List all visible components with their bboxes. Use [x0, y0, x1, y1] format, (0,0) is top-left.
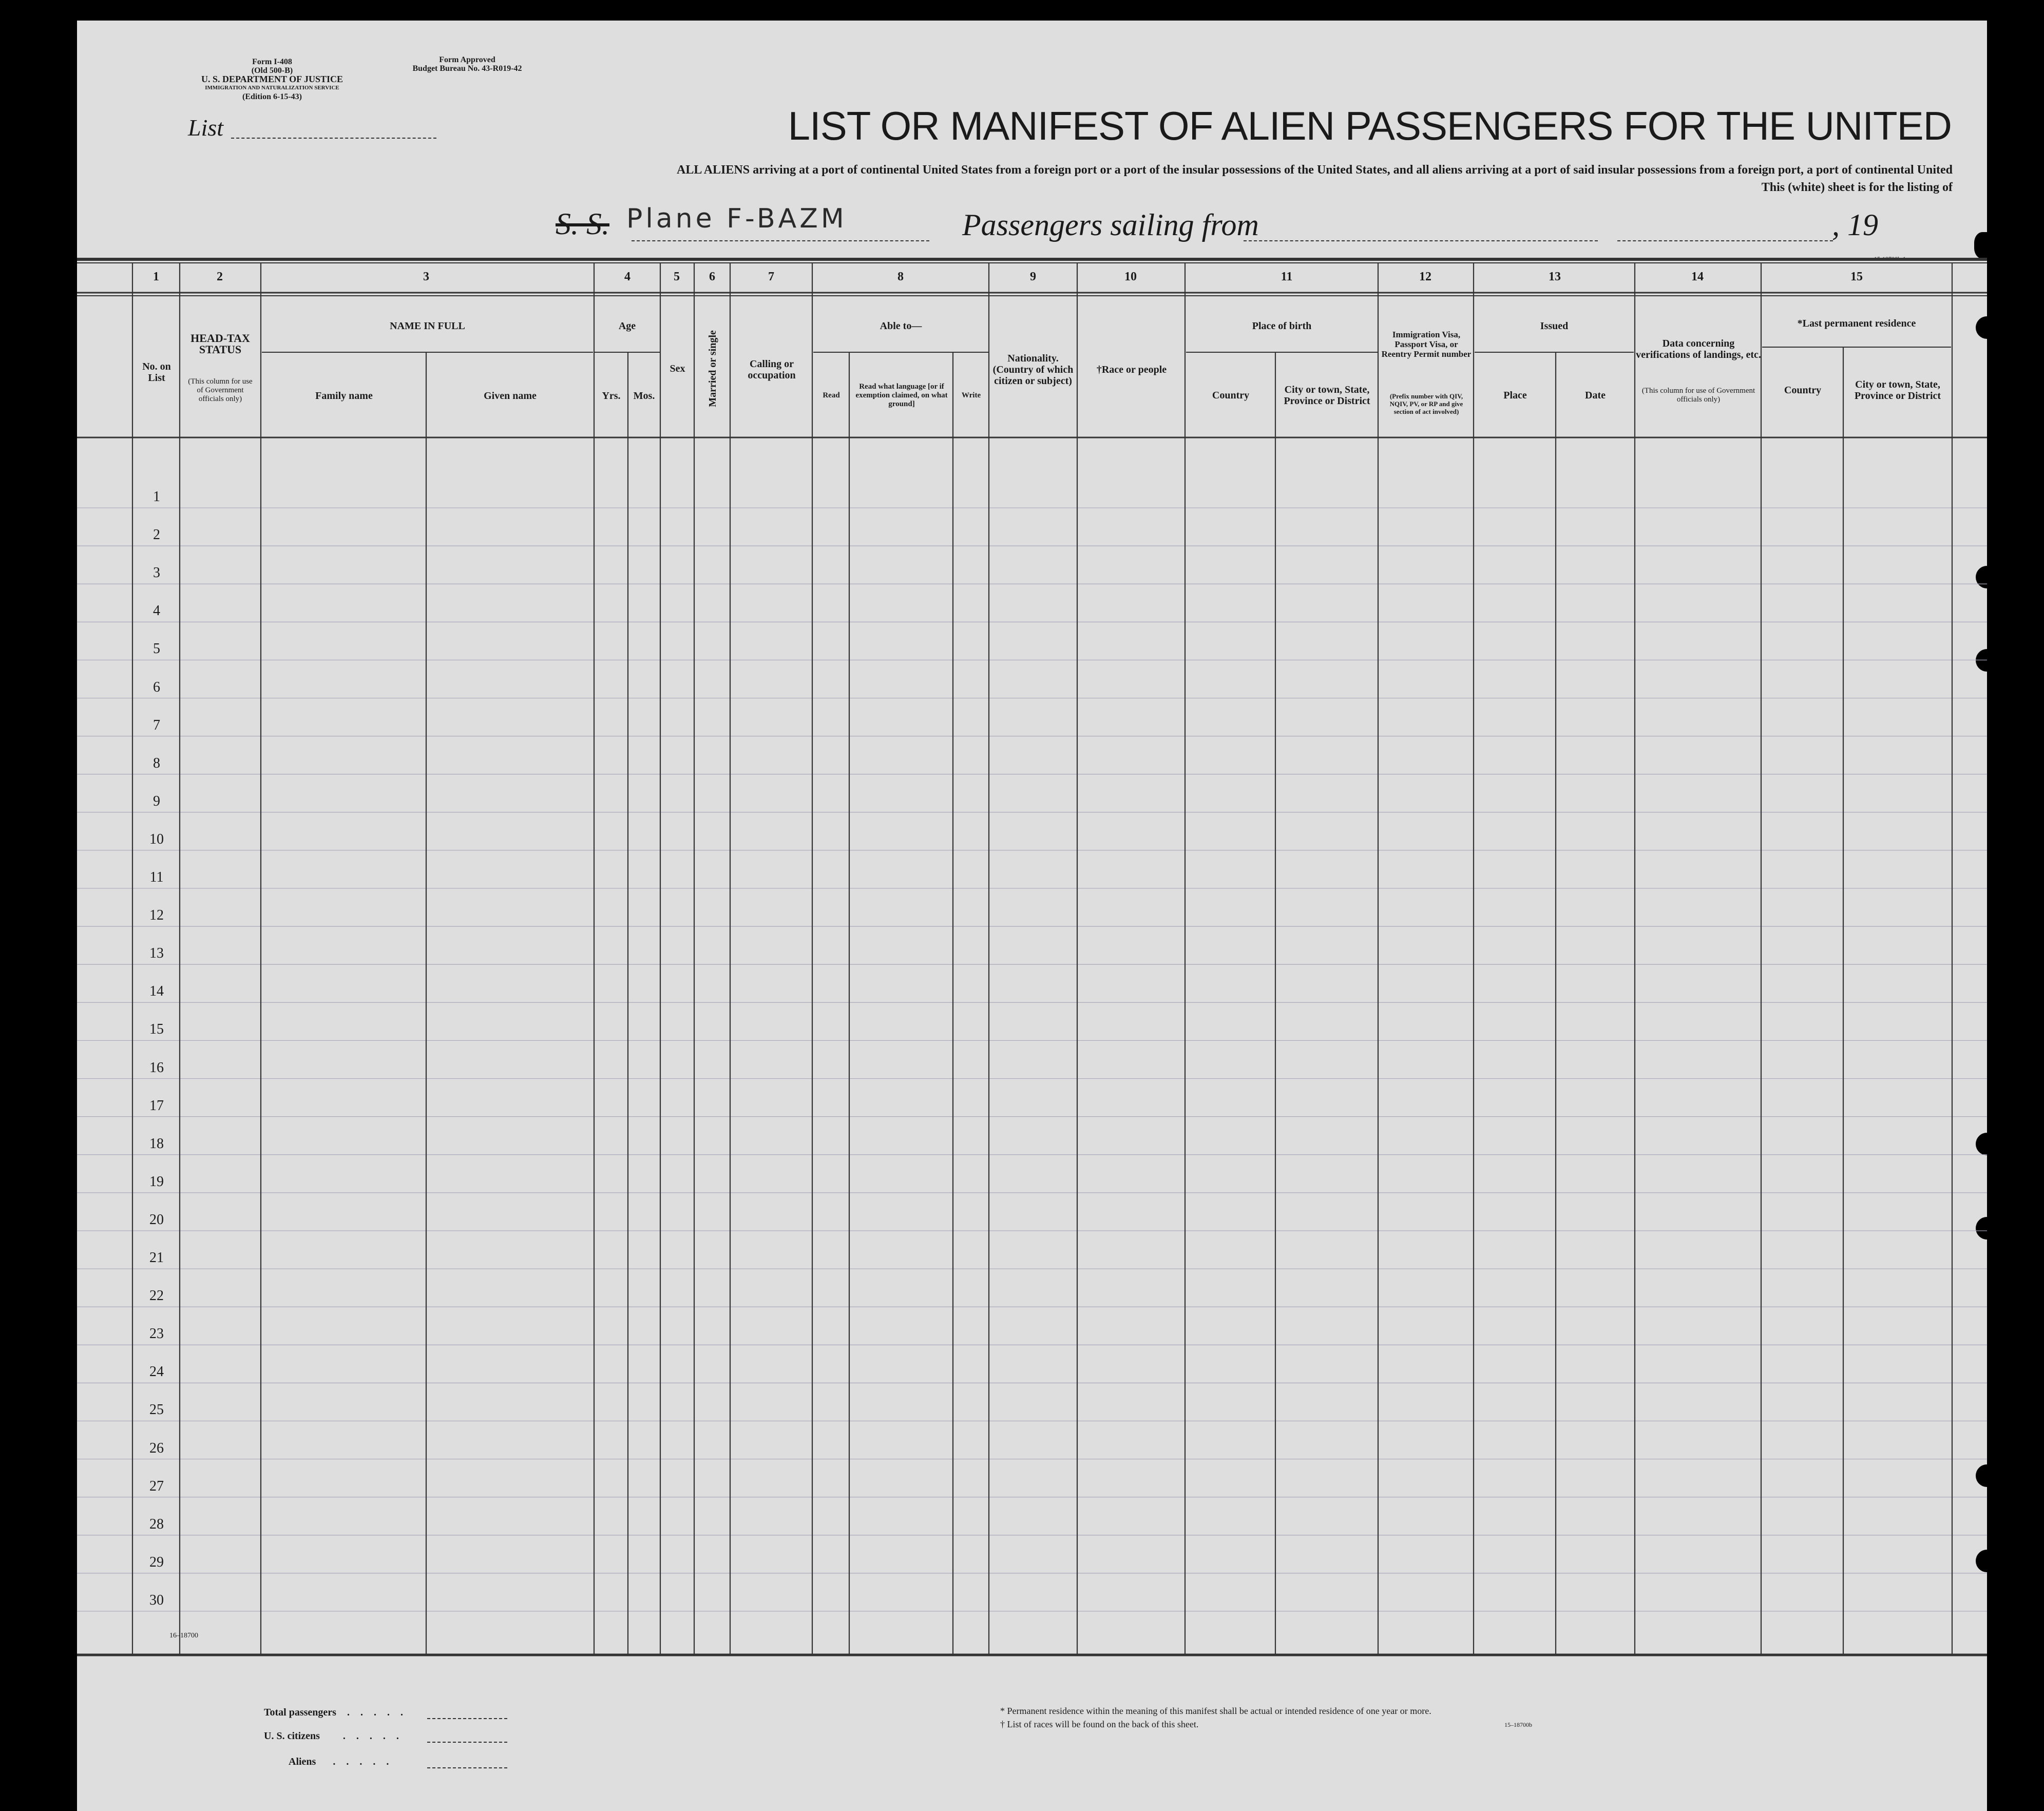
page-subtitle: ALL ALIENS arriving at a port of continental United States from a foreign port or a port of the insular possessions of the United States, and all aliens arriving at a port of said insular possessions from a foreign port, a port of continental United — [677, 163, 1953, 177]
aliens-dots: . . . . . — [333, 1756, 393, 1767]
row-number: 13 — [149, 945, 164, 962]
header-read: Read — [823, 391, 840, 399]
header-issued-place: Place — [1503, 390, 1527, 401]
total-passengers-label: Total passengers — [264, 1707, 336, 1718]
row-number: 29 — [149, 1554, 164, 1570]
old-form-number: (Old 500-B) — [251, 66, 293, 75]
row-number: 7 — [153, 717, 160, 733]
column-number: 3 — [423, 270, 429, 283]
footnote-races: † List of races will be found on the back of this sheet. — [1000, 1719, 1199, 1729]
header-last-residence: *Last permanent residence — [1797, 318, 1916, 329]
column-number: 6 — [709, 270, 715, 283]
header-nationality: Nationality. (Country of which citizen or subject) — [992, 353, 1074, 387]
header-name-in-full: NAME IN FULL — [390, 320, 465, 332]
header-res-country: Country — [1784, 385, 1822, 396]
header-no-on-list: No. on List — [142, 361, 171, 384]
column-number: 7 — [768, 270, 774, 283]
header-family-name: Family name — [315, 390, 373, 402]
row-number: 8 — [153, 755, 160, 771]
header-married — [695, 308, 730, 429]
row-number: 21 — [149, 1250, 164, 1266]
total-passengers-line — [427, 1718, 507, 1719]
header-issued-date: Date — [1585, 390, 1606, 401]
row-number: 26 — [149, 1440, 164, 1456]
row-number: 18 — [149, 1135, 164, 1152]
row-number: 16 — [149, 1059, 164, 1076]
header-issued: Issued — [1540, 320, 1569, 332]
row-number: 15 — [149, 1021, 164, 1038]
header-head-tax-note: (This column for use of Government officials only) — [188, 377, 253, 403]
us-citizens-line — [427, 1742, 507, 1743]
row-number: 25 — [149, 1402, 164, 1418]
footer-us-citizens — [264, 1730, 403, 1742]
approval-line-2: Budget Bureau No. 43-R019-42 — [412, 64, 522, 73]
row-number: 3 — [153, 565, 160, 581]
header-read-language: Read what language [or if exemption claimed, on what ground] — [855, 382, 948, 408]
header-place-of-birth: Place of birth — [1252, 320, 1312, 332]
vessel-prefix: S. S. — [556, 207, 609, 241]
column-number: 5 — [674, 270, 680, 283]
row-number: 27 — [149, 1478, 164, 1494]
column-number: 1 — [153, 270, 159, 283]
header-able-to: Able to— — [880, 320, 922, 332]
bottom-code: 16–18700 — [169, 1632, 198, 1640]
header-age: Age — [618, 320, 636, 332]
row-number: 11 — [149, 869, 164, 885]
row-number: 6 — [153, 679, 160, 695]
row-number: 23 — [149, 1326, 164, 1342]
column-number: 11 — [1281, 270, 1293, 283]
year-prefix: , 19 — [1832, 208, 1878, 242]
row-number: 30 — [149, 1592, 164, 1608]
header-married-text: Married or single — [707, 330, 719, 407]
footnote-residence: * Permanent residence within the meaning of this manifest shall be actual or intended residence of one year or more. — [1000, 1706, 1431, 1716]
footer-total-passengers — [264, 1707, 407, 1719]
column-number: 13 — [1549, 270, 1561, 283]
row-number: 22 — [149, 1288, 164, 1304]
header-write: Write — [961, 391, 981, 399]
column-number: 4 — [624, 270, 631, 283]
header-sex: Sex — [670, 363, 685, 374]
page-subtitle-2: This (white) sheet is for the listing of — [1761, 181, 1953, 194]
row-number: 12 — [149, 907, 164, 924]
header-given-name: Given name — [484, 390, 537, 402]
header-data-note: (This column for use of Government officials only) — [1641, 387, 1755, 404]
row-number: 17 — [149, 1097, 164, 1114]
service: IMMIGRATION AND NATURALIZATION SERVICE — [205, 85, 339, 91]
header-data-concerning: Data concerning verifications of landings, etc. — [1636, 338, 1761, 360]
column-number: 12 — [1419, 270, 1431, 283]
form-code: 15-18700b-1 — [1874, 255, 1906, 262]
row-number: 9 — [153, 793, 160, 809]
row-number: 1 — [153, 489, 160, 505]
column-number: 15 — [1850, 270, 1863, 283]
column-number: 14 — [1691, 270, 1704, 283]
footer-aliens — [289, 1756, 393, 1768]
footer-code: 15–18700b — [1504, 1721, 1532, 1728]
row-number: 24 — [149, 1364, 164, 1380]
header-mos: Mos. — [633, 390, 655, 402]
header-res-city: City or town, State, Province or District — [1854, 379, 1941, 402]
aliens-label: Aliens — [289, 1756, 316, 1767]
row-number: 19 — [149, 1173, 164, 1190]
header-birth-city: City or town, State, Province or District — [1284, 384, 1370, 407]
header-visa-note: (Prefix number with QIV, NQIV, PV, or RP and give section of act involved) — [1389, 392, 1463, 415]
row-number: 14 — [149, 983, 164, 1000]
row-number: 20 — [149, 1211, 164, 1228]
us-citizens-label: U. S. citizens — [264, 1730, 320, 1742]
header-yrs: Yrs. — [602, 390, 621, 402]
vessel-name-handwritten: Plane F-BAZM — [626, 203, 847, 234]
column-number: 2 — [217, 270, 223, 283]
row-number: 5 — [153, 641, 160, 657]
row-number: 2 — [153, 527, 160, 543]
list-label: List — [188, 115, 224, 141]
header-head-tax: HEAD-TAX STATUS — [190, 332, 250, 356]
edition: (Edition 6-15-43) — [242, 92, 302, 101]
header-visa: Immigration Visa, Passport Visa, or Reentry Permit number — [1381, 329, 1472, 359]
header-birth-country: Country — [1212, 390, 1250, 401]
us-citizens-dots: . . . . . — [342, 1730, 403, 1742]
header-calling: Calling or occupation — [748, 358, 796, 381]
form-number: Form I-408 — [252, 58, 292, 66]
row-number: 28 — [149, 1516, 164, 1532]
header-race: †Race or people — [1096, 364, 1167, 375]
row-number: 4 — [153, 603, 160, 619]
total-passengers-dots: . . . . . — [347, 1707, 407, 1718]
page-title: LIST OR MANIFEST OF ALIEN PASSENGERS FOR THE UNITED — [788, 103, 1952, 148]
approval-line-1: Form Approved — [439, 55, 495, 64]
department: U. S. DEPARTMENT OF JUSTICE — [201, 74, 343, 84]
aliens-line — [427, 1767, 507, 1768]
column-number: 9 — [1030, 270, 1036, 283]
row-number: 10 — [149, 831, 164, 847]
column-number: 8 — [897, 270, 904, 283]
column-number: 10 — [1124, 270, 1137, 283]
sailing-label: Passengers sailing from — [962, 208, 1259, 242]
